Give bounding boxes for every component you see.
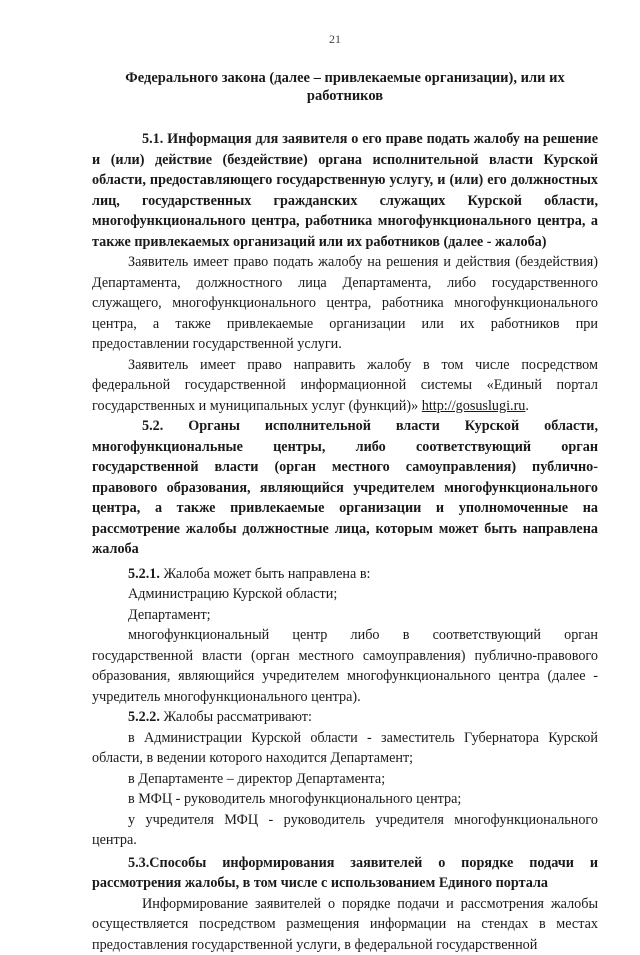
section-5-2-1-item: многофункциональный центр либо в соответствующий орган государственной власти (орган местного самоуправления) публично-правового образования, являющийся учредителем многофункционального центра (далее - учредитель многофункционального центра).: [92, 625, 598, 707]
section-5-2-number: 5.2.: [142, 418, 163, 434]
section-5-3-number: 5.3.: [128, 855, 149, 871]
section-5-2-1-intro-text: Жалоба может быть направлена в:: [163, 566, 370, 582]
section-5-3-title: Способы информирования заявителей о порядке подачи и рассмотрения жалобы, в том числе с использованием Единого портала: [92, 855, 598, 892]
section-5-2-2-intro-text: Жалобы рассматривают:: [163, 709, 311, 725]
section-5-2-2-item: в МФЦ - руководитель многофункционального центра;: [92, 789, 598, 810]
section-5-2-2-item: в Администрации Курской области - заместитель Губернатора Курской области, в ведении которого находится Департамент;: [92, 728, 598, 769]
section-5-3-heading: [92, 853, 598, 894]
section-5-2-heading: [92, 416, 598, 560]
section-5-2-1-number: 5.2.1.: [128, 566, 160, 582]
section-5-2-1-intro: [92, 564, 598, 585]
section-5-2-2-number: 5.2.2.: [128, 709, 160, 725]
section-5-1-number: 5.1.: [142, 131, 163, 147]
section-5-1-para1: Заявитель имеет право подать жалобу на решения и действия (бездействия) Департамента, должностного лица Департамента, либо государственного служащего, многофункционального центра, работника многофункционального центра, а также привлекаемые организации или их работников при предоставлении государственной услуги.: [92, 252, 598, 355]
section-5-2-2-item: в Департаменте – директор Департамента;: [92, 769, 598, 790]
section-5-2-title: Органы исполнительной власти Курской области, многофункциональные центры, либо соответствующий орган государственной власти (орган местного самоуправления) публично-правового образования, являющийся учредителем многофункционального центра, а также привлекаемые организации и уполномоченные на рассмотрение жалобы должностные лица, которым может быть направлена жалоба: [92, 418, 598, 557]
gosuslugi-link[interactable]: http://gosuslugi.ru: [422, 398, 526, 414]
section-5-1-heading: [92, 129, 598, 252]
section-5-2-1-item: Администрацию Курской области;: [92, 584, 598, 605]
heading-continued: Федерального закона (далее – привлекаемые организации), или их работников: [92, 69, 598, 105]
section-5-1-title: Информация для заявителя о его праве подать жалобу на решение и (или) действие (бездействие) органа исполнительной власти Курской области, предоставляющего государственную услугу, и (или) его должностных лиц, государственных гражданских служащих Курской области, многофункционального центра, работника многофункционального центра, а также привлекаемых организаций или их работников (далее - жалоба): [92, 131, 598, 250]
section-5-2-1-item: Департамент;: [92, 605, 598, 626]
section-5-1-para2-end: .: [525, 398, 529, 414]
section-5-2-2-intro: [92, 707, 598, 728]
section-5-1-para2: [92, 355, 598, 417]
page-number: 21: [92, 32, 598, 47]
section-5-1-para2-text: Заявитель имеет право направить жалобу в том числе посредством федеральной государственной информационной системы «Единый портал государственных и муниципальных услуг (функций)»: [92, 357, 598, 414]
section-5-2-2-item: у учредителя МФЦ - руководитель учредителя многофункционального центра.: [92, 810, 598, 851]
section-5-3-para1: Информирование заявителей о порядке подачи и рассмотрения жалобы осуществляется посредством размещения информации на стендах в местах предоставления государственной услуги, в федеральной государственной: [92, 894, 598, 955]
